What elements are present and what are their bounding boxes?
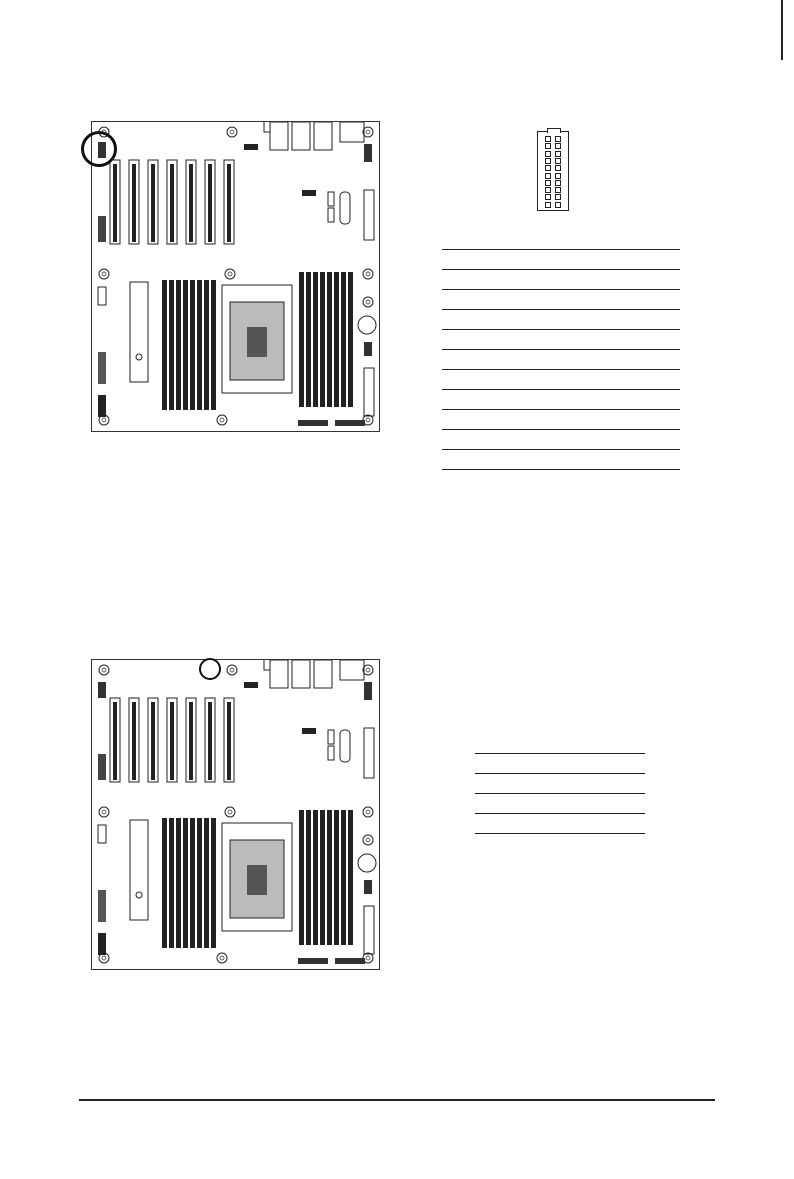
table-row [442, 450, 680, 470]
highlight-circle-top [81, 131, 117, 167]
sata-port [302, 728, 316, 734]
right-header [364, 342, 372, 356]
table-cell [442, 310, 482, 330]
table-row [442, 350, 680, 370]
pcie-slot-contacts [132, 164, 136, 242]
table-cell [442, 390, 482, 410]
mounting-hole-inner [366, 418, 370, 422]
dimm-slot [306, 272, 311, 407]
header-pin [555, 151, 561, 157]
mounting-hole [99, 269, 109, 279]
dimm-slot [183, 818, 188, 948]
table-cell [442, 430, 482, 450]
dimm-slot [299, 810, 304, 945]
table-row [442, 330, 680, 350]
sata-port [328, 208, 334, 222]
pcie-slot-contacts [227, 702, 231, 780]
rear-io-port [314, 660, 332, 688]
table-cell [561, 370, 601, 390]
left-header [98, 287, 106, 305]
dimm-slot [204, 280, 209, 410]
m2-slot [130, 282, 148, 382]
cmos-battery [358, 854, 376, 872]
dimm-slot [341, 810, 346, 945]
header-pin [545, 143, 551, 149]
left-header [98, 216, 106, 242]
table-cell [561, 350, 601, 370]
front-panel-header [98, 682, 106, 698]
table-cell [601, 330, 680, 350]
header-pin [545, 194, 551, 200]
mounting-hole-inner [102, 418, 106, 422]
mounting-hole [217, 953, 227, 963]
mounting-hole [363, 269, 373, 279]
bottom-connector [298, 420, 328, 426]
onboard-chip [244, 682, 258, 688]
cpu-socket-latch [247, 327, 267, 357]
table-cell [442, 250, 482, 270]
dimm-slot [162, 818, 167, 948]
header-pin [555, 194, 561, 200]
pcie-slot-contacts [151, 164, 155, 242]
m2-standoff [136, 892, 142, 898]
table-cell [482, 250, 561, 270]
dimm-slot [190, 280, 195, 410]
mounting-hole [225, 807, 235, 817]
rear-io-port [340, 122, 364, 142]
header-pin [555, 180, 561, 186]
table-cell [482, 390, 561, 410]
table-cell [561, 450, 601, 470]
pcie-slot-contacts [113, 164, 117, 242]
table-cell [601, 270, 680, 290]
mounting-hole-inner [366, 300, 370, 304]
mounting-hole-inner [220, 956, 224, 960]
header-pin [545, 136, 551, 142]
mounting-hole-inner [366, 810, 370, 814]
mounting-hole [227, 665, 237, 675]
motherboard-drawing-bottom [92, 660, 379, 969]
header-pin [545, 173, 551, 179]
rear-io-port [292, 122, 310, 150]
right-header [364, 880, 372, 894]
table-cell [601, 410, 680, 430]
mounting-hole [225, 269, 235, 279]
table-cell [482, 450, 561, 470]
mounting-hole [217, 415, 227, 425]
motherboard-diagram-bottom [91, 659, 380, 970]
table-cell [482, 350, 561, 370]
rear-io-port [292, 660, 310, 688]
table-cell [561, 290, 601, 310]
sata-port [302, 190, 316, 196]
cmos-battery [358, 316, 376, 334]
table-row [442, 310, 680, 330]
dimm-slot [341, 272, 346, 407]
dimm-slot [313, 810, 318, 945]
pcie-slot-contacts [189, 702, 193, 780]
sata-port [328, 192, 334, 206]
dimm-slot [348, 272, 353, 407]
pcie-slot-contacts [208, 702, 212, 780]
mounting-hole [363, 297, 373, 307]
rear-io-port [340, 660, 364, 680]
mounting-hole-inner [230, 130, 234, 134]
dimm-slot [162, 280, 167, 410]
bottom-connector [335, 420, 365, 426]
table-cell [482, 370, 561, 390]
dimm-slot [334, 810, 339, 945]
header-pin [545, 151, 551, 157]
mounting-hole-inner [366, 130, 370, 134]
table-cell [561, 250, 601, 270]
mounting-hole [363, 835, 373, 845]
slim-sas-connector [340, 192, 350, 224]
dimm-slot [211, 818, 216, 948]
dimm-slot [176, 280, 181, 410]
onboard-chip [244, 144, 258, 150]
header-pin [555, 165, 561, 171]
dimm-slot [211, 280, 216, 410]
left-header [98, 933, 106, 955]
table-cell [561, 330, 601, 350]
table-cell [442, 350, 482, 370]
rear-io-outline [264, 660, 270, 670]
pcie-slot-contacts [151, 702, 155, 780]
header-pin [545, 158, 551, 164]
dimm-slot [299, 272, 304, 407]
footer-rule [79, 1099, 715, 1101]
dimm-slot [313, 272, 318, 407]
table-cell [482, 410, 561, 430]
m2-slot [130, 820, 148, 920]
table-cell [527, 794, 645, 814]
table-row [475, 774, 645, 794]
table-cell [601, 290, 680, 310]
table-row [442, 270, 680, 290]
header-pin [555, 136, 561, 142]
table-cell [561, 410, 601, 430]
dimm-slot [183, 280, 188, 410]
mounting-hole-inner [102, 956, 106, 960]
left-header [98, 825, 106, 843]
cpu-power-connector [364, 368, 374, 416]
dimm-slot [320, 272, 325, 407]
table-row [442, 250, 680, 270]
dimm-slot [327, 272, 332, 407]
table-cell [601, 250, 680, 270]
table-cell [527, 774, 645, 794]
left-header [98, 395, 106, 417]
table-cell [482, 290, 561, 310]
rear-io-port [314, 122, 332, 150]
table-cell [475, 774, 527, 794]
dimm-slot [348, 810, 353, 945]
mounting-hole [99, 807, 109, 817]
header-pin [555, 158, 561, 164]
cpu-power-connector [364, 906, 374, 954]
left-header [98, 754, 106, 780]
dimm-slot [334, 272, 339, 407]
mounting-hole-inner [366, 668, 370, 672]
table-cell [442, 450, 482, 470]
table-row [475, 814, 645, 834]
pcie-slot-contacts [170, 164, 174, 242]
rear-io-port [270, 660, 288, 688]
rear-io-outline [264, 122, 270, 132]
table-cell [601, 450, 680, 470]
rear-io-port [270, 122, 288, 150]
table-cell [442, 330, 482, 350]
left-header [98, 890, 106, 922]
dimm-slot [176, 818, 181, 948]
table-cell [482, 270, 561, 290]
mounting-hole-inner [102, 668, 106, 672]
mounting-hole-inner [366, 956, 370, 960]
table-row [475, 794, 645, 814]
pcie-slot-contacts [189, 164, 193, 242]
table-cell [442, 410, 482, 430]
table-cell [601, 390, 680, 410]
pcie-slot-contacts [170, 702, 174, 780]
mounting-hole [99, 665, 109, 675]
mounting-hole-inner [220, 418, 224, 422]
dimm-slot [190, 818, 195, 948]
page-edge-marker [781, 0, 783, 60]
table-cell [561, 310, 601, 330]
pin-assignment-table-3 [475, 753, 645, 834]
dimm-slot [169, 818, 174, 948]
atx-power-connector [364, 190, 374, 240]
right-header [364, 682, 372, 700]
table-cell [561, 270, 601, 290]
table-cell [442, 290, 482, 310]
table-cell [482, 430, 561, 450]
cpu-socket-latch [247, 865, 267, 895]
header-pin [545, 180, 551, 186]
header-pin [555, 143, 561, 149]
pcie-slot-contacts [113, 702, 117, 780]
bottom-connector [298, 958, 328, 964]
header-pin [555, 202, 561, 208]
motherboard-diagram-top [91, 121, 380, 432]
dimm-slot [204, 818, 209, 948]
table-cell [527, 814, 645, 834]
sata-port [328, 730, 334, 744]
table-row [442, 390, 680, 410]
mounting-hole-inner [230, 668, 234, 672]
table-cell [442, 370, 482, 390]
table-row [475, 754, 645, 774]
table-cell [601, 370, 680, 390]
header-pin [545, 187, 551, 193]
header-pin [555, 187, 561, 193]
table-cell [527, 754, 645, 774]
header-pin [545, 202, 551, 208]
motherboard-drawing-top [92, 122, 379, 431]
highlight-circle-bottom [199, 658, 221, 680]
table-cell [475, 754, 527, 774]
table-cell [475, 814, 527, 834]
mounting-hole-inner [366, 838, 370, 842]
pcie-slot-contacts [208, 164, 212, 242]
atx-power-connector [364, 728, 374, 778]
table-cell [601, 350, 680, 370]
bottom-connector [335, 958, 365, 964]
dimm-slot [327, 810, 332, 945]
table-row [442, 290, 680, 310]
mounting-hole-inner [366, 272, 370, 276]
table-cell [601, 430, 680, 450]
pin-header-diagram [537, 131, 569, 211]
header-pin [545, 165, 551, 171]
pin-assignment-table-20 [442, 249, 680, 470]
table-cell [482, 330, 561, 350]
pcie-slot-contacts [227, 164, 231, 242]
dimm-slot [197, 818, 202, 948]
header-pin [555, 173, 561, 179]
table-cell [475, 794, 527, 814]
mounting-hole [227, 127, 237, 137]
header-key-notch [547, 128, 561, 133]
left-header [98, 352, 106, 384]
mounting-hole-inner [102, 810, 106, 814]
dimm-slot [306, 810, 311, 945]
table-cell [601, 310, 680, 330]
table-cell [561, 390, 601, 410]
table-cell [561, 430, 601, 450]
right-header [364, 144, 372, 162]
slim-sas-connector [340, 730, 350, 762]
mounting-hole-inner [228, 272, 232, 276]
dimm-slot [320, 810, 325, 945]
sata-port [328, 746, 334, 760]
table-row [442, 370, 680, 390]
mounting-hole [363, 807, 373, 817]
mounting-hole-inner [102, 272, 106, 276]
dimm-slot [197, 280, 202, 410]
m2-standoff [136, 354, 142, 360]
dimm-slot [169, 280, 174, 410]
pcie-slot-contacts [132, 702, 136, 780]
table-row [442, 410, 680, 430]
table-cell [482, 310, 561, 330]
table-row [442, 430, 680, 450]
mounting-hole-inner [228, 810, 232, 814]
table-cell [442, 270, 482, 290]
